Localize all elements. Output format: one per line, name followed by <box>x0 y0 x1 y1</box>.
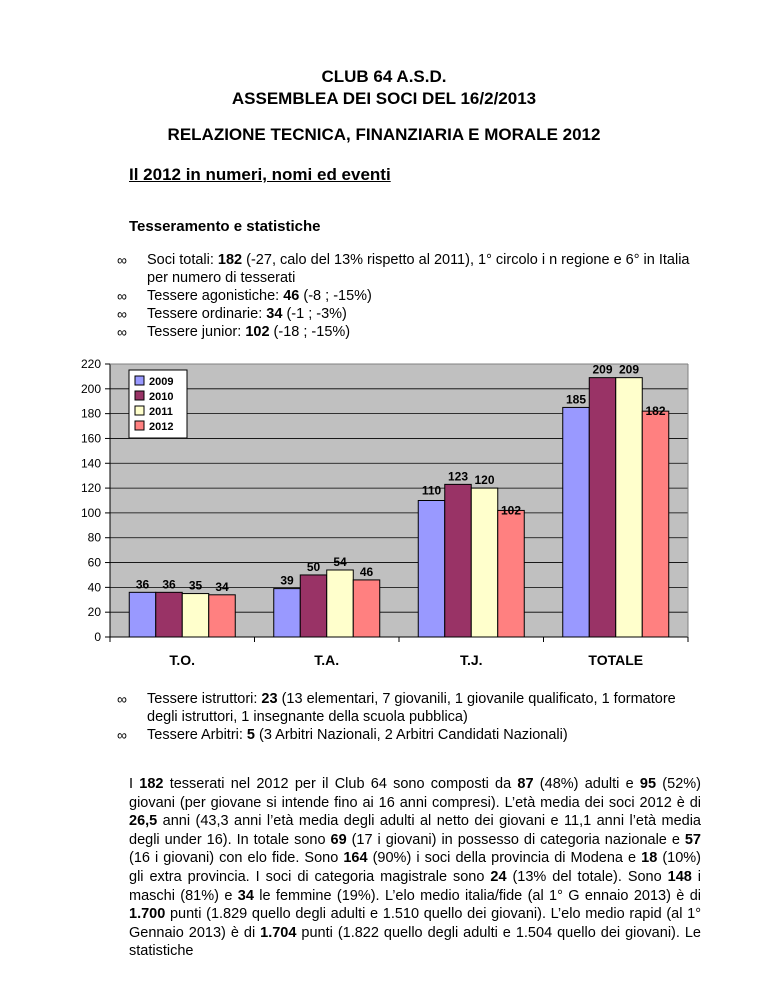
bullet-label: Soci totali: <box>147 252 218 268</box>
text-run: (17 i giovani) in possesso di categoria nazionale e <box>346 831 685 848</box>
list-item <box>117 251 701 287</box>
y-tick-label: 100 <box>80 505 101 520</box>
bullet-label: Tessere agonistiche: <box>147 288 284 304</box>
text-run: le femmine (19%). L’elo medio italia/fide (al 1° G ennaio 2013) è di <box>253 887 701 904</box>
highlight-number: 1.704 <box>260 924 297 941</box>
highlight-number: 164 <box>343 850 368 867</box>
y-tick-label: 140 <box>80 456 101 471</box>
text-run: (52%) giovani (per giovane si intende fino ai 16 anni compresi). L’età media dei soci 2012 è di <box>129 776 701 811</box>
bullet-value: 34 <box>266 306 283 322</box>
legend-label: 2010 <box>149 391 174 403</box>
list-item <box>117 726 701 744</box>
legend-swatch <box>135 391 144 400</box>
membership-bullet-list <box>117 251 701 341</box>
highlight-number: 95 <box>639 776 657 792</box>
data-label: 209 <box>592 362 613 377</box>
bullet-icon: ∞ <box>117 306 127 322</box>
bar <box>563 407 590 637</box>
bar <box>445 484 472 637</box>
highlight-number: 148 <box>667 868 692 885</box>
bullet-value: 23 <box>261 691 278 707</box>
data-label: 123 <box>447 469 469 484</box>
bar <box>300 575 327 637</box>
membership-bar-chart <box>60 352 700 674</box>
highlight-number: 1.700 <box>129 906 166 923</box>
bullet-detail: (-27, calo del 13% rispetto al 2011), 1° circolo i n regione e 6° in Italia per numero di tesserati <box>147 252 690 286</box>
highlight-number: 18 <box>641 850 658 867</box>
subsection-title: Tesseramento e statistiche <box>129 218 321 235</box>
bar <box>418 501 445 638</box>
highlight-number: 34 <box>237 887 254 904</box>
instructors-bullet-list <box>117 690 701 744</box>
bullet-value: 182 <box>217 252 243 268</box>
bar <box>274 589 301 637</box>
bar <box>616 378 643 637</box>
text-run: i maschi (81%) e <box>129 868 701 904</box>
bar <box>353 580 380 637</box>
bullet-detail: (-18 ; -15%) <box>269 324 351 340</box>
text-run: (48%) adulti e <box>533 776 640 792</box>
legend-swatch <box>135 421 144 430</box>
bullet-icon: ∞ <box>117 324 127 340</box>
data-label: 110 <box>421 483 442 498</box>
highlight-number: 57 <box>684 831 701 848</box>
bullet-icon: ∞ <box>117 252 127 268</box>
bullet-label: Tessere istruttori: <box>147 691 262 707</box>
text-run: (90%) i soci della provincia di Modena e <box>367 850 642 867</box>
section-title: Il 2012 in numeri, nomi ed eventi <box>129 165 391 184</box>
list-item <box>117 305 701 323</box>
bullet-icon: ∞ <box>117 288 127 304</box>
bar <box>498 510 525 637</box>
club-title: CLUB 64 A.S.D. <box>321 67 447 86</box>
legend-label: 2011 <box>149 406 173 418</box>
data-label: 34 <box>215 579 229 594</box>
y-tick-label: 200 <box>80 381 101 396</box>
bar <box>209 595 236 637</box>
bullet-detail: (-1 ; -3%) <box>282 306 347 322</box>
y-tick-label: 20 <box>87 605 101 620</box>
data-label: 46 <box>359 564 374 579</box>
highlight-number: 24 <box>490 868 507 885</box>
y-tick-label: 220 <box>80 357 101 371</box>
bullet-detail: (3 Arbitri Nazionali, 2 Arbitri Candidati Nazionali) <box>255 727 568 743</box>
text-run: punti (1.822 quello degli adulti e 1.504 quello dei giovani). Le statistiche <box>129 924 701 960</box>
bar <box>182 594 209 637</box>
text-run: I <box>129 776 140 792</box>
bar <box>327 570 354 637</box>
text-run: punti (1.829 quello degli adulti e 1.510 quello dei giovani). L’elo medio rapid (al 1° Gennaio 2013) è di <box>129 906 701 941</box>
list-item <box>117 287 701 305</box>
y-tick-label: 120 <box>80 481 101 496</box>
statistics-paragraph <box>129 775 701 961</box>
bullet-icon: ∞ <box>117 727 127 743</box>
data-label: 120 <box>474 473 495 488</box>
bar <box>589 378 616 637</box>
highlight-number: 26,5 <box>129 813 158 830</box>
highlight-number: 182 <box>139 776 164 792</box>
bullet-label: Tessere ordinarie: <box>147 306 267 322</box>
legend-swatch <box>135 406 144 415</box>
bar <box>471 488 498 637</box>
x-tick-label: TOTALE <box>588 652 644 668</box>
x-tick-label: T.O. <box>169 652 196 668</box>
bullet-value: 102 <box>245 324 270 340</box>
report-title: RELAZIONE TECNICA, FINANZIARIA E MORALE 2012 <box>167 125 601 144</box>
data-label: 102 <box>500 503 522 518</box>
bullet-icon: ∞ <box>117 691 127 707</box>
bullet-detail: (13 elementari, 7 giovanili, 1 giovanile qualificato, 1 formatore degli istruttori, 1 insegnante della scuola pubblica) <box>147 691 676 725</box>
bullet-detail: (-8 ; -15%) <box>299 288 372 304</box>
text-run: (10%) gli extra provincia. I soci di categoria magistrale sono <box>129 850 702 885</box>
data-label: 36 <box>135 577 150 592</box>
data-label: 185 <box>565 392 587 407</box>
list-item <box>117 323 701 341</box>
bar <box>156 592 183 637</box>
legend-swatch <box>135 376 144 385</box>
text-run: (16 i giovani) con elo fide. Sono <box>129 850 344 867</box>
highlight-number: 87 <box>517 776 534 792</box>
y-tick-label: 160 <box>80 431 101 446</box>
legend-label: 2009 <box>149 376 174 388</box>
x-tick-label: T.J. <box>459 652 483 668</box>
bullet-value: 46 <box>283 288 300 304</box>
data-label: 39 <box>280 573 294 588</box>
y-tick-label: 180 <box>80 406 101 421</box>
data-label: 54 <box>333 554 347 569</box>
y-tick-label: 60 <box>87 555 101 570</box>
assembly-title: ASSEMBLEA DEI SOCI DEL 16/2/2013 <box>231 89 537 108</box>
x-tick-label: T.A. <box>314 652 340 668</box>
bullet-label: Tessere junior: <box>147 324 246 340</box>
legend-label: 2012 <box>149 421 174 433</box>
bullet-label: Tessere Arbitri: <box>147 727 247 743</box>
text-run: anni (43,3 anni l’età media degli adulti al netto dei giovani e 11,1 anni l’età media degli under 16). In totale sono <box>129 813 701 848</box>
y-tick-label: 80 <box>87 530 101 545</box>
data-label: 36 <box>162 577 176 592</box>
list-item <box>117 690 701 726</box>
data-label: 50 <box>306 559 321 574</box>
bullet-value: 5 <box>246 727 255 743</box>
data-label: 35 <box>188 578 203 593</box>
data-label: 209 <box>618 362 640 377</box>
text-run: (13% del totale). Sono <box>506 868 668 885</box>
y-tick-label: 0 <box>94 630 101 644</box>
highlight-number: 69 <box>330 831 347 848</box>
data-label: 182 <box>645 404 666 419</box>
bar <box>642 411 669 637</box>
y-tick-label: 40 <box>87 580 101 595</box>
text-run: tesserati nel 2012 per il Club 64 sono composti da <box>163 776 518 792</box>
bar <box>129 592 156 637</box>
